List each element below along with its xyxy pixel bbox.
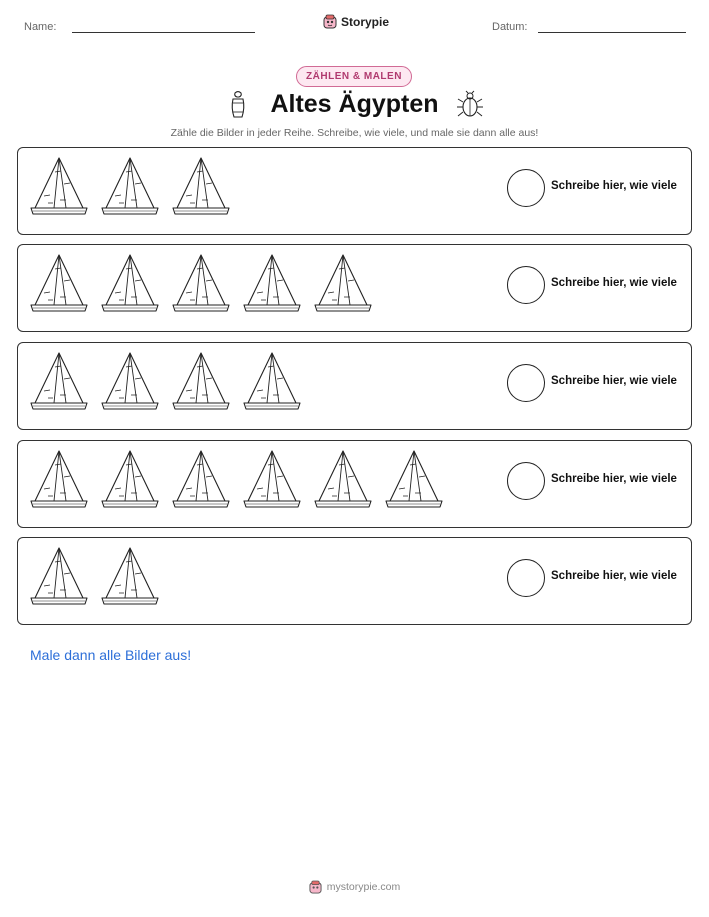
brand (323, 14, 389, 29)
footer-site[interactable]: mystorypie.com (326, 881, 401, 893)
storypie-logo-icon (323, 14, 337, 29)
pyramid-icon (172, 351, 230, 413)
count-answer-label: Schreibe hier, wie viele (551, 375, 677, 387)
storypie-logo-icon (309, 880, 322, 894)
footer (0, 880, 709, 894)
date-label: Datum: (492, 21, 528, 33)
pyramid-icon (30, 253, 88, 315)
brand-name: Storypie (341, 14, 390, 29)
count-answer-circle[interactable] (507, 364, 545, 402)
instructions-subtitle: Zähle die Bilder in jeder Reihe. Schreibe, wie viele, und male sie dann alle aus! (170, 127, 539, 139)
pyramid-icon (30, 546, 88, 608)
counting-row (17, 147, 692, 235)
pyramid-icon (101, 253, 159, 315)
scarab-icon (456, 90, 484, 120)
pyramid-icon (172, 156, 230, 218)
counting-row (17, 440, 692, 528)
coloring-instruction: Male dann alle Bilder aus! (30, 647, 192, 663)
count-answer-label: Schreibe hier, wie viele (551, 473, 677, 485)
pyramid-icon (101, 546, 159, 608)
date-line[interactable] (538, 32, 686, 33)
category-badge: ZÄHLEN & MALEN (296, 66, 412, 87)
pyramid-icon (172, 449, 230, 511)
pyramid-icon (101, 351, 159, 413)
page-title: Altes Ägypten (270, 90, 439, 118)
count-answer-label: Schreibe hier, wie viele (551, 277, 677, 289)
count-answer-circle[interactable] (507, 266, 545, 304)
pyramid-icon (314, 253, 372, 315)
pyramid-icon (385, 449, 443, 511)
count-answer-circle[interactable] (507, 559, 545, 597)
count-answer-label: Schreibe hier, wie viele (551, 180, 677, 192)
pyramid-icon (243, 351, 301, 413)
count-answer-circle[interactable] (507, 462, 545, 500)
pyramid-icon (101, 156, 159, 218)
pyramid-icon (30, 449, 88, 511)
pyramid-icon (101, 449, 159, 511)
pyramid-icon (172, 253, 230, 315)
counting-row (17, 342, 692, 430)
pyramid-icon (243, 449, 301, 511)
name-label: Name: (24, 21, 57, 33)
pyramid-icon (243, 253, 301, 315)
count-answer-circle[interactable] (507, 169, 545, 207)
counting-row (17, 244, 692, 332)
name-line[interactable] (72, 32, 255, 33)
count-answer-label: Schreibe hier, wie viele (551, 570, 677, 582)
pyramid-icon (30, 351, 88, 413)
pyramid-icon (314, 449, 372, 511)
counting-row (17, 537, 692, 625)
pyramid-icon (30, 156, 88, 218)
